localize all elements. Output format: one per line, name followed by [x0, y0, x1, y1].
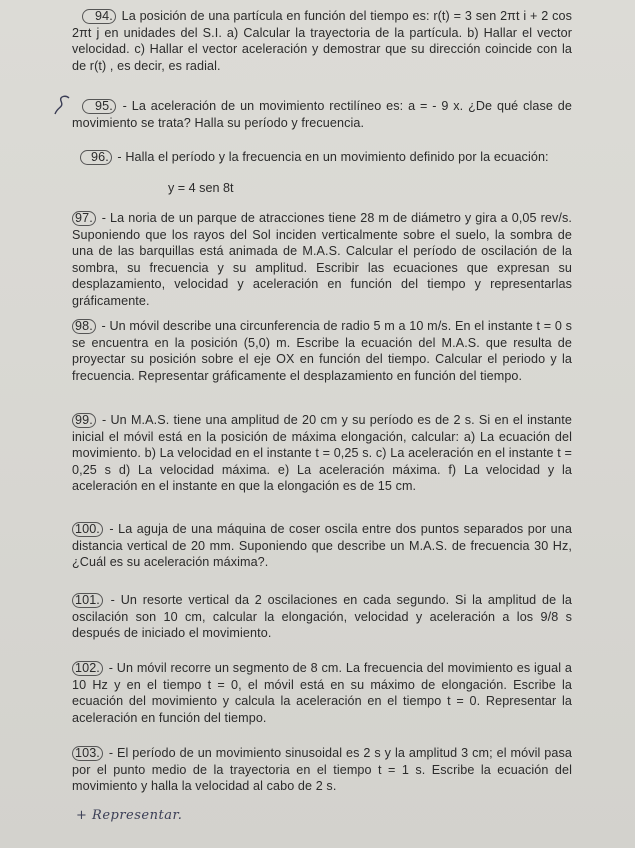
problem-98: [72, 318, 572, 384]
problem-100: [72, 521, 572, 571]
problem-number: 101.: [72, 593, 103, 608]
problem-94: [72, 8, 572, 74]
handwritten-note: + Representar.: [76, 808, 183, 823]
problem-text: - Halla el período y la frecuencia en un movimiento definido por la ecuación:: [117, 150, 549, 164]
problem-text: - La aguja de una máquina de coser oscila entre dos puntos separados por una distancia vertical de 20 mm. Suponiendo que describe un M.A.S. de frecuencia 30 Hz, ¿Cuál es su aceleración máxima?.: [72, 522, 572, 570]
problem-text: - El período de un movimiento sinusoidal es 2 s y la amplitud 3 cm; el móvil pasa por el punto medio de la trayectoria en el tiempo t = 1 s. Escribe la ecuación del movimiento y halla la velocidad al cabo de 2 s.: [72, 746, 572, 794]
problem-97: [72, 210, 572, 310]
problem-number: 98.: [72, 319, 96, 334]
equation-96: y = 4 sen 8t: [168, 181, 234, 195]
problem-number: 99.: [72, 413, 96, 428]
handwritten-mark-icon: [52, 92, 74, 118]
problem-text: - Un móvil describe una circunferencia de radio 5 m a 10 m/s. En el instante t = 0 s se encuentra en la posición (5,0) m. Escribe la ecuación del M.A.S. que resulta de proyectar su posición sobre el eje OX en función del tiempo. Calcular el periodo y la frecuencia. Representar gráficamente el desplazamiento en función del tiempo.: [72, 319, 572, 383]
problem-text: - Un móvil recorre un segmento de 8 cm. La frecuencia del movimiento es igual a 10 Hz y en el tiempo t = 0, el móvil está en su máximo de elongación. Escribe la ecuación del movimiento y calcula la aceleración en el tiempo t = 0. Representar la aceleración en función del tiempo.: [72, 661, 572, 725]
problem-99: [72, 412, 572, 495]
problem-103: [72, 745, 572, 795]
problem-101: [72, 592, 572, 642]
problem-96: [72, 149, 572, 166]
problem-number: 103.: [72, 746, 103, 761]
problem-text: - Un M.A.S. tiene una amplitud de 20 cm y su período es de 2 s. Si en el instante inicial el móvil está en la posición de máxima elongación, calcular: a) La ecuación del movimiento. b) La velocidad en el instante t = 0,25 s. c) La aceleración en el instante t = 0,25 s d) La velocidad máxima. e) La aceleración máxima. f) La velocidad y la aceleración en el instante en que la elongación es de 15 cm.: [72, 413, 572, 494]
problem-text: - La noria de un parque de atracciones tiene 28 m de diámetro y gira a 0,05 rev/s. Suponiendo que los rayos del Sol inciden verticalmente sobre el suelo, la sombra de una de las barquillas está animada de M.A.S. Calcular el período de oscilación de la sombra, su frecuencia y su amplitud. Escribir las ecuaciones que expresan su desplazamiento, velocidad y aceleración en función del tiempo y representarlas gráficamente.: [72, 211, 572, 308]
problem-number: 102.: [72, 661, 103, 676]
problem-number: 95.: [82, 99, 116, 114]
problem-text: - Un resorte vertical da 2 oscilaciones en cada segundo. Si la amplitud de la oscilación son 10 cm, calcular la elongación, velocidad y aceleración a los 9/8 s después de iniciado el movimiento.: [72, 593, 572, 641]
problem-number: 96.: [80, 150, 112, 165]
problem-number: 94.: [82, 9, 116, 24]
problem-102: [72, 660, 572, 726]
problem-number: 100.: [72, 522, 103, 537]
problem-text: - La aceleración de un movimiento rectilíneo es: a = - 9 x. ¿De qué clase de movimiento se trata? Halla su período y frecuencia.: [72, 99, 572, 130]
problem-text: La posición de una partícula en función del tiempo es: r(t) = 3 sen 2πt i + 2 cos 2πt j en unidades del S.I. a) Calcular la trayectoria de la partícula. b) Hallar el vector velocidad. c) Hallar el vector aceleración y demostrar que su dirección coincide con la de r(t) , es decir, es radial.: [72, 9, 572, 73]
problem-95: [72, 98, 572, 131]
problem-number: 97.: [72, 211, 96, 226]
